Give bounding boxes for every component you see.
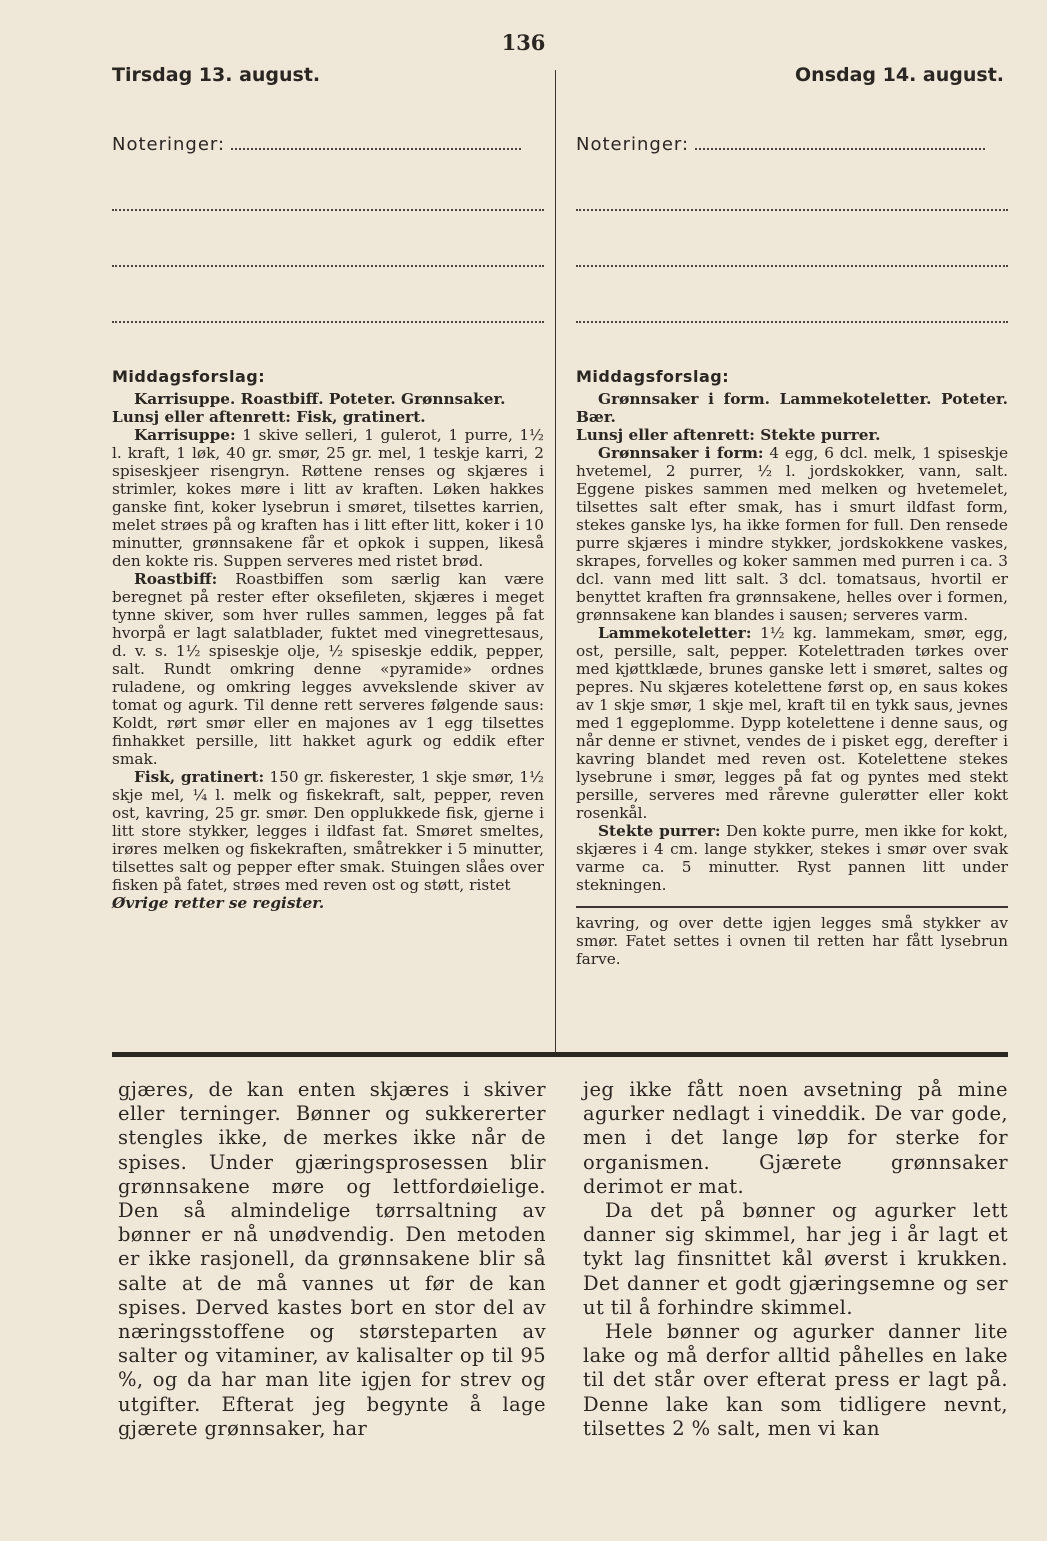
article-column-left <box>118 1078 546 1441</box>
recipe-title: Lammekoteletter: <box>598 624 752 642</box>
recipe-title: Grønnsaker i form: <box>598 444 764 462</box>
recipe-text: 1 skive selleri, 1 gulerot, 1 purre, 1½ l. kraft, 1 løk, 40 gr. smør, 25 gr. mel, 1 teskje karri, 2 spiseskjeer risengryn. Røttene renses og skjæres i strimler, kokes møre i litt av kraften. Løken hakkes ganske fint, koker lysebrun i smøret, tilsettes karrien, melet strøes på og kraften has i litt efter litt, koker i 10 minutter, grønnsakene får et opkok i suppen, likeså den kokte ris. Suppen serveres med ristet brød. <box>112 426 544 570</box>
recipe-stekte-purrer <box>576 822 1008 894</box>
recipe-text: Den kokte purre, men ikke for kokt, skjæres i 4 cm. lange stykker, stekes i smør over svak varme ca. 5 minutter. Ryst pannen litt under stekningen. <box>576 822 1009 894</box>
recipe-block-left <box>112 390 544 912</box>
article-paragraph: gjæres, de kan enten skjæres i skiver eller terninger. Bønner og sukkererter stengles ikke, de merkes ikke når de spises. Under gjæringsprosessen blir grønnsakene møre og lettfordøielige. Den så almindelige tørrsaltning av bønner er nå unødvendig. Den metoden er ikke rasjonell, da grønnsakene blir så salte at de må vannes ut før de kan spises. Derved kastes bort en stor del av næringsstoffene og størsteparten av salter og vitaminer, av kalisalter op til 95 %, og da har man lite igjen for strev og utgifter. Efterat jeg begynte å lage gjærete grønnsaker, har <box>118 1078 546 1440</box>
notes-dotted-line <box>112 207 544 211</box>
recipe-karrisuppe <box>112 426 544 570</box>
notes-dotted-line <box>231 148 521 150</box>
recipe-text: 150 gr. fiskerester, 1 skje smør, 1½ skje mel, ¼ l. melk og fiskekraft, salt, pepper, reven ost, kavring, 25 gr. smør. Den opplukkede fisk, gjerne i litt store stykker, legges i ildfast fat. Smøret smeltes, irøres melken og fiskekraften, småtrekker i 5 minutter, tilsettes salt og pepper efter smak. Stuingen slåes over fisken på fatet, strøes med reven ost og støtt, ristet <box>112 768 544 894</box>
column-divider <box>555 70 556 1052</box>
section-heading-left: Middagsforslag: <box>112 367 266 386</box>
recipe-roastbiff <box>112 570 544 768</box>
notes-label-right <box>576 134 1008 155</box>
page-number: 136 <box>501 30 546 55</box>
notes-dotted-line <box>112 319 544 323</box>
article-column-right <box>583 1078 1008 1441</box>
notes-dotted-line <box>695 148 985 150</box>
notes-dotted-line <box>576 319 1008 323</box>
recipe-text: 1½ kg. lammekam, smør, egg, ost, persille, salt, pepper. Kotelettraden tørkes over med kjøttklæde, brunes ganske lett i smøret, saltes og pepres. Nu skjæres kotelettene først op, en saus kokes av 1 skje smør, 1 skje mel, kraft til en tykk saus, jevnes med 1 eggeplomme. Dypp kotelettene i denne saus, og når denne er stivnet, vendes de i pisket egg, derefter i kavring blandet med reven ost. Kotelettene stekes lysebrune i smør, legges på fat og pyntes med stekt persille, serveres med rårevne gulerøtter eller kokt rosenkål. <box>576 624 1008 822</box>
recipe-block-right <box>576 390 1008 968</box>
article-paragraph: Da det på bønner og agurker lett danner sig skimmel, har jeg i år lagt et tykt lag finsnittet kål øverst i krukken. Det danner et godt gjæringsemne og ser ut til å forhindre skimmel. <box>583 1199 1008 1319</box>
notes-label-text: Noteringer: <box>576 134 690 155</box>
recipe-title: Fisk, gratinert: <box>134 768 265 786</box>
recipe-title: Karrisuppe: <box>134 426 236 444</box>
notes-label-left <box>112 134 544 155</box>
recipe-gronnsaker-i-form <box>576 444 1008 624</box>
notes-label-text: Noteringer: <box>112 134 226 155</box>
recipe-title: Stekte purrer: <box>598 822 721 840</box>
notes-dotted-line <box>576 207 1008 211</box>
article-paragraph: Hele bønner og agurker danner lite lake og må derfor alltid påhelles en lake til det står over efterat press er lagt på. Denne lake kan som tidligere nevnt, tilsettes 2 % salt, men vi kan <box>583 1320 1008 1440</box>
lunch-line-left: Lunsj eller aftenrett: Fisk, gratinert. <box>112 408 426 426</box>
left-column <box>112 64 544 912</box>
continuation-rule <box>576 906 1008 908</box>
notes-dotted-line <box>112 263 544 267</box>
section-heading-right: Middagsforslag: <box>576 367 730 386</box>
day-title-left: Tirsdag 13. august. <box>112 64 321 86</box>
continuation-text: kavring, og over dette igjen legges små stykker av smør. Fatet settes i ovnen til retten har fått lysebrun farve. <box>576 914 1008 968</box>
section-separator <box>112 1052 1008 1057</box>
see-register-note: Øvrige retter se register. <box>112 894 325 912</box>
recipe-lammekoteletter <box>576 624 1008 822</box>
recipe-text: 4 egg, 6 dcl. melk, 1 spiseskje hvetemel, 2 purrer, ½ l. jordskokker, vann, salt. Eggene piskes sammen med melken og hvetemelet, tilsettes salt efter smak, has i smurt ildfast form, stekes ganske lys, ha ikke formen for full. Den rensede purre skjæres i mindre stykker, jordskokkene vaskes, skrapes, forvelles og koker sammen med purren i ca. 3 dcl. vann med litt salt. 3 dcl. tomatsaus, hvortil er benyttet kraften fra grønnsakene, helles over i formen, grønnsakene kan blandes i sausen; serveres varm. <box>576 444 1008 624</box>
dinner-menu-right: Grønnsaker i form. Lammekoteletter. Poteter. Bær. <box>576 390 1008 426</box>
recipe-fisk-gratinert <box>112 768 544 894</box>
lunch-line-right: Lunsj eller aftenrett: Stekte purrer. <box>576 426 881 444</box>
day-title-right: Onsdag 14. august. <box>795 64 1004 86</box>
notes-dotted-line <box>576 263 1008 267</box>
right-column <box>576 64 1008 968</box>
recipe-title: Roastbiff: <box>134 570 218 588</box>
recipe-text: Roastbiffen som særlig kan være beregnet på rester efter oksefileten, skjæres i meget tynne skiver, som hver rulles sammen, legges på fat hvorpå er lagt salatblader, fuktet med vinegrettesaus, d. v. s. 1½ spiseskje olje, ½ spiseskje eddik, pepper, salt. Rundt omkring denne «pyramide» ordnes ruladene, og omkring legges avvekslende skiver av tomat og agurk. Til denne rett serveres følgende saus: Koldt, rørt smør eller en majones av 1 egg tilsettes finhakket persille, litt hakket agurk og eddik efter smak. <box>112 570 544 768</box>
article-paragraph: jeg ikke fått noen avsetning på mine agurker nedlagt i vineddik. De var gode, men i det lange løp for sterke for organismen. Gjærete grønnsaker derimot er mat. <box>583 1078 1008 1198</box>
dinner-menu-left: Karrisuppe. Roastbiff. Poteter. Grønnsaker. <box>134 390 506 408</box>
